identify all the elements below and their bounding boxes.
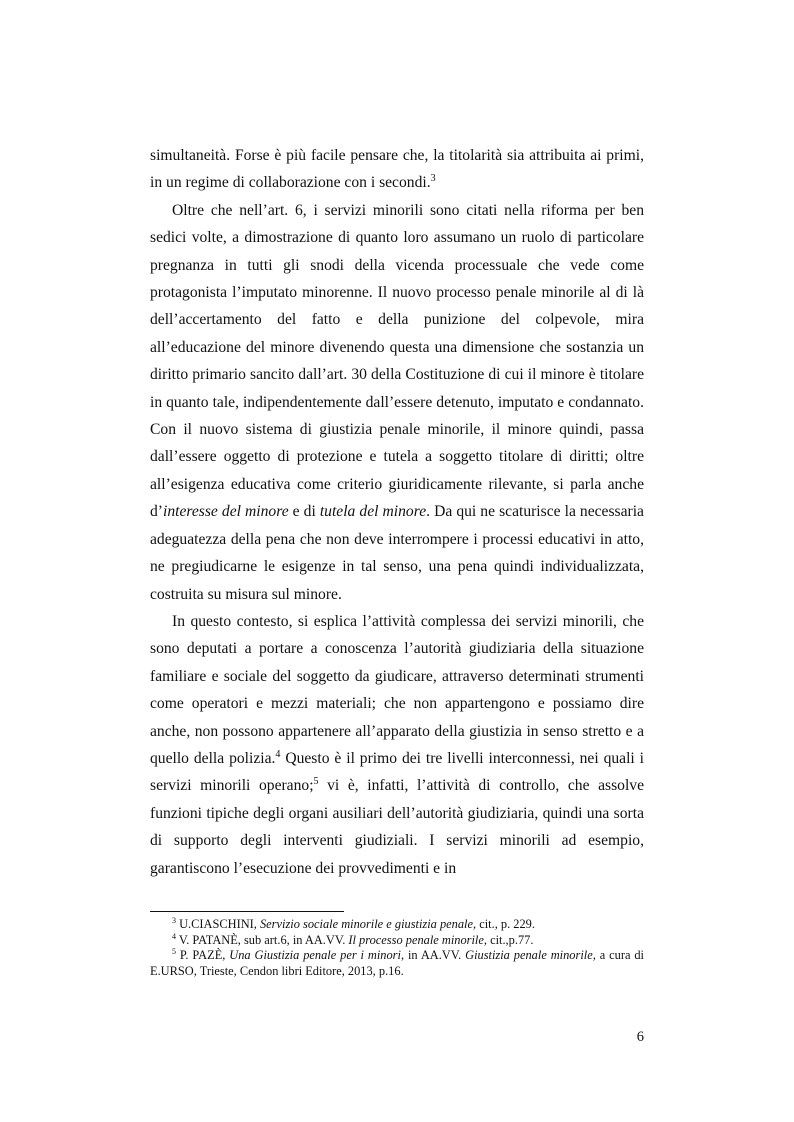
footnotes [150,917,644,979]
paragraph-1 [150,142,644,197]
footnote-text: P. PAZÈ, [176,948,230,962]
footnote-title-2: Giustizia penale minorile, [465,948,596,962]
footnote-title: Servizio sociale minorile e giustizia penale, [259,917,477,931]
footnote-text: a cura di E.URSO, Trieste, Cendon libri Editore, 2013, p.16. [150,948,644,978]
italic-interesse-del-minore: interesse del minore [163,503,289,521]
italic-tutela-del-minore: tutela del minore [319,503,427,521]
paragraph-3-text-b: Questo è il primo dei tre livelli interconnessi, nei quali i servizi minorili operano; [150,749,644,795]
footnote-ref-3[interactable]: 3 [430,173,436,185]
footnote-ref-4[interactable]: 4 [275,748,281,760]
paragraph-1-text: simultaneità. Forse è più facile pensare che, la titolarità sia attribuita ai primi, in un regime di collaborazione con i secondi. [150,147,644,192]
paragraph-3-text-a: In questo contesto, si esplica l’attività complessa dei servizi minorili, che sono deputati a portare a conoscenza l’autorità giudiziaria della situazione familiare e sociale del soggetto da giudicare, attraverso determinati strumenti come operatori e mezzi materiali; che non appartengono e possiamo dire anche, non possono appartenere all’apparato della giustizia in senso stretto e a quello della polizia. [150,612,644,767]
footnote-separator [150,911,344,912]
paragraph-2-text-a: Oltre che nell’art. 6, i servizi minorili sono citati nella riforma per ben sedici volte, a dimostrazione di quanto loro assumano un ruolo di particolare pregnanza in tutti gli snodi della vicenda processuale che vede come protagonista l’imputato minorenne. Il nuovo processo penale minorile al di là dell’accertamento del fatto e della punizione del colpevole, mira all’educazione del minore divenendo questa una dimensione che sostanzia un diritto primario sancito dall’art. 30 della Costituzione di cui il minore è titolare in quanto tale, indipendentemente dall’essere detenuto, imputato e condannato. Con il nuovo sistema di giustizia penale minorile, il minore quindi, passa dall’essere oggetto di protezione e tutela a soggetto titolare di diritti; oltre all’esigenza educativa come criterio giuridicamente rilevante, si parla anche d’ [150,201,644,521]
footnote-text: in AA.VV. [404,948,466,962]
paragraph-2-text-c: . Da qui ne scaturisce la necessaria adeguatezza della pena che non deve interrompere i processi educativi in atto, ne pregiudicarne le esigenze in tal senso, una pena quindi individualizzata, costruita su misura sul minore. [150,503,644,603]
paragraph-2-text-b: e di [288,503,320,521]
footnote-text: cit., p. 229. [476,917,535,931]
footnote-number: 4 [172,931,176,941]
footnote-text: U.CIASCHINI, [176,917,260,931]
footnote-title: Una Giustizia penale per i minori, [229,948,405,962]
footnote-text: cit.,p.77. [486,932,534,947]
footnote-4 [150,933,644,949]
footnote-3 [150,917,644,933]
footnote-text: V. PATANÈ, sub art.6, in AA.VV. [176,932,349,947]
footnote-number: 5 [172,947,176,956]
paragraph-3-text-c: vi è, infatti, l’attività di controllo, che assolve funzioni tipiche degli organi ausiliari dell’autorità giudiziaria, quindi una sorta di supporto degli interventi giudiziali. I servizi minorili ad esempio, garantiscono l’esecuzione dei provvedimenti e in [150,777,644,877]
page-number: 6 [636,1029,644,1045]
footnote-title: Il processo penale minorile, [348,932,487,947]
paragraph-3 [150,608,644,882]
footnote-ref-5[interactable]: 5 [313,776,319,788]
paragraph-2 [150,197,644,608]
footnote-5 [150,948,644,979]
footnote-number: 3 [172,916,176,925]
main-text [150,142,644,882]
